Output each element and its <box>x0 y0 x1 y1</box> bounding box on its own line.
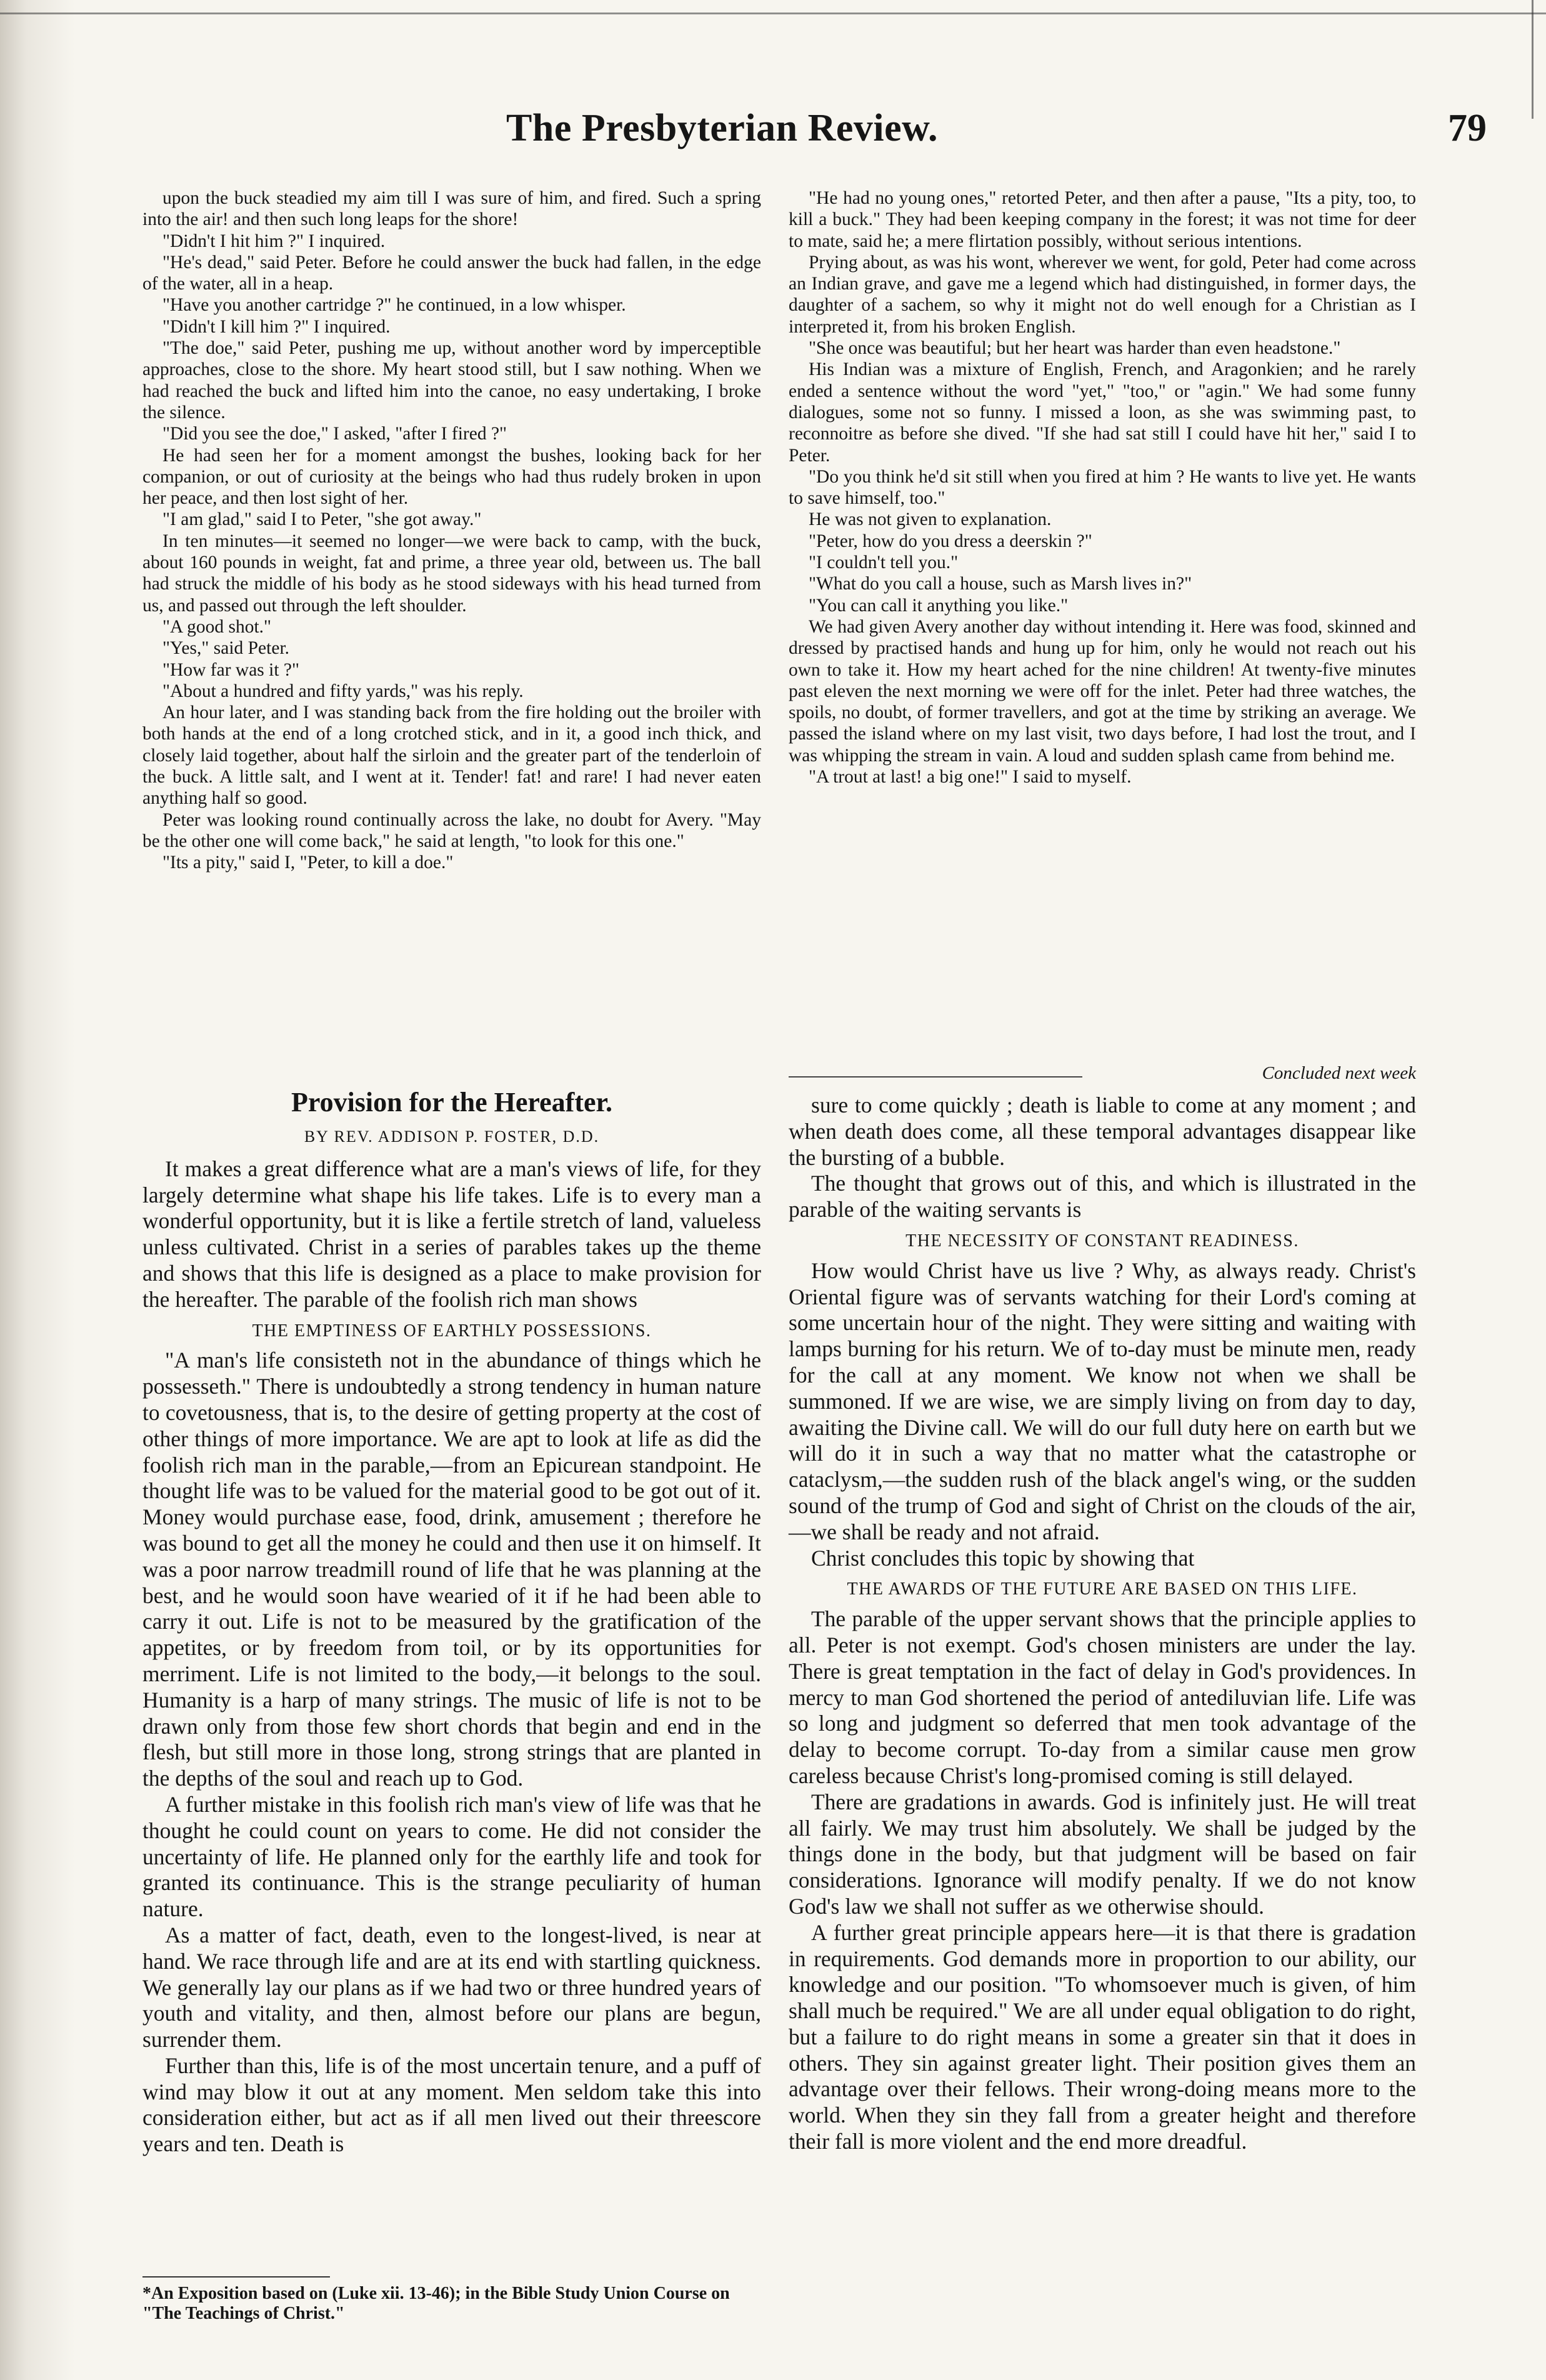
story-paragraph: He was not given to explanation. <box>809 509 1052 530</box>
article-column-right <box>789 1092 1416 2155</box>
article-intro <box>142 1156 761 1313</box>
footnote: *An Exposition based on (Luke xii. 13-46); in the Bible Study Union Course on "The Teachings of Christ." <box>142 2284 730 2323</box>
story-paragraph: "Have you another cartridge ?" he continued, in a low whisper. <box>162 295 626 316</box>
story-paragraph: "He had no young ones," retorted Peter, and then after a pause, "Its a pity, too, to kill a buck." They had been keeping company in the forest; it was not time for deer to mate, said he; a mere flirtation possibly, without serious intentions. <box>789 188 1416 251</box>
story-paragraph: "Its a pity," said I, "Peter, to kill a doe." <box>162 852 454 873</box>
top-border-line <box>0 12 1546 21</box>
story-paragraph: "How far was it ?" <box>162 659 300 680</box>
article-paragraph: Christ concludes this topic by showing that <box>811 1545 1195 1571</box>
story-paragraph: "A trout at last! a big one!" I said to myself. <box>809 767 1132 788</box>
article-column-left <box>142 1086 761 2158</box>
article-paragraph: A further great principle appears here—it is that there is gradation in requirements. God demands more in proportion to our ability, our knowledge and our position. "To whomsoever much is given, of him shall much be required." We are all under equal obligation to do right, but a failure to do right means in some a greater sin that it does in others. They sin against greater light. Their position gives them an advantage over their fellows. Their wrong-doing means more to the world. When they sin they fall from a greater height and therefore their fall is more violent and the end more dreadful. <box>789 1919 1416 2154</box>
right-edge-rule <box>1532 0 1534 119</box>
story-paragraph: "Yes," said Peter. <box>162 638 290 659</box>
article-paragraph: "A man's life consisteth not in the abundance of things which he possesseth." There is undoubtedly a strong tendency in human nature to covetousness, that is, to the desire of getting property at the cost of other things of more importance. We are apt to look at life as did the foolish rich man in the parable,—from an Epicurean standpoint. He thought life was to be valued for the material good to be got out of it. Money would purchase ease, food, drink, amusement ; therefore he was bound to get all the money he could and then use it on himself. It was a poor narrow treadmill round of life that he was planning at the best, and he would soon have wearied of it if he had been able to carry it out. Life is not to be measured by the gratification of the appetites, or by freedom from toil, or by its opportunities for merriment. Life is not limited to the body,—it belongs to the soul. Humanity is a harp of many strings. The music of life is not to be drawn only from those few short chords that begin and end in the flesh, but still more in those long, strong strings that are planted in the depths of the soul and reach up to God. <box>142 1348 761 1791</box>
page-number: 79 <box>1448 107 1487 149</box>
story-paragraph: "He's dead," said Peter. Before he could answer the buck had fallen, in the edge of the water, all in a heap. <box>142 252 761 294</box>
story-paragraph: upon the buck steadied my aim till I was sure of him, and fired. Such a spring into the air! and then such long leaps for the shore! <box>142 188 761 230</box>
section-readiness <box>789 1258 1416 1572</box>
subhead-emptiness: THE EMPTINESS OF EARTHLY POSSESSIONS. <box>252 1321 652 1341</box>
footnote-rule <box>142 2276 330 2278</box>
subhead-awards: THE AWARDS OF THE FUTURE ARE BASED ON THIS LIFE. <box>847 1579 1358 1599</box>
story-column-left <box>142 188 761 874</box>
story-paragraph: "What do you call a house, such as Marsh lives in?" <box>809 574 1192 594</box>
page-edge-shadow <box>0 0 75 2380</box>
story-column-right <box>789 188 1416 788</box>
story-paragraph: "You can call it anything you like." <box>809 595 1069 616</box>
article-paragraph: How would Christ have us live ? Why, as always ready. Christ's Oriental figure was of servants watching for their Lord's coming at some uncertain hour of the night. They were sitting and waiting with lamps burning for his return. We of to-day must be minute men, ready for the call at any moment. We know not when we shall be summoned. If we are wise, we are simply living on from day to day, awaiting the Divine call. We will do our full duty here on earth but we will do it in such a way that no matter what the catastrophe or cataclysm,—the sudden rush of the black angel's wing, or the sudden sound of the trump of God and sight of Christ on the clouds of the air,—we shall be ready and not afraid. <box>789 1258 1416 1544</box>
story-paragraph: "Didn't I kill him ?" I inquired. <box>162 316 391 337</box>
story-paragraph: Prying about, as was his wont, wherever we went, for gold, Peter had come across an Indian grave, and gave me a legend which had distinguished, in former days, the daughter of a sachem, so why it might not do well enough for a Christian as I interpreted it, from his broken English. <box>789 252 1416 337</box>
article-paragraph: It makes a great difference what are a man's views of life, for they largely determine what shape his life takes. Life is to every man a wonderful opportunity, but it is like a fertile stretch of land, valueless unless cultivated. Christ in a series of parables takes up the theme and shows that this life is designed as a place to make provision for the hereafter. The parable of the foolish rich man shows <box>142 1156 761 1312</box>
story-paragraph: "Did you see the doe," I asked, "after I fired ?" <box>162 424 507 444</box>
continued-note-wrap <box>789 1062 1416 1084</box>
story-paragraph: "I am glad," said I to Peter, "she got away." <box>162 509 482 530</box>
article-paragraph: sure to come quickly ; death is liable to come at any moment ; and when death does come, all these temporal advantages disappear like the bursting of a bubble. <box>789 1092 1416 1170</box>
section-emptiness <box>142 1348 761 2158</box>
story-paragraph: "Peter, how do you dress a deerskin ?" <box>809 531 1092 551</box>
article-continued-intro <box>789 1092 1416 1223</box>
journal-title: The Presbyterian Review. <box>506 107 939 149</box>
story-paragraph: "Didn't I hit him ?" I inquired. <box>162 231 386 251</box>
story-paragraph: "Do you think he'd sit still when you fired at him ? He wants to live yet. He wants to save himself, too." <box>789 466 1416 509</box>
article-paragraph: A further mistake in this foolish rich man's view of life was that he thought he could count on years to come. He did not consider the uncertainty of life. He planned only for the earthly life and took for granted its continuance. This is the strange peculiarity of human nature. <box>142 1791 761 1922</box>
story-paragraph: In ten minutes—it seemed no longer—we were back to camp, with the buck, about 160 pounds in weight, fat and prime, a three year old, between us. The ball had struck the middle of his body as he stood sideways with his head turned from us, and passed out through the left shoulder. <box>142 531 761 616</box>
running-head <box>506 106 1487 162</box>
story-paragraph: Peter was looking round continually across the lake, no doubt for Avery. "May be the other one will come back," he said at length, "to look for this one." <box>142 809 761 851</box>
article-paragraph: The parable of the upper servant shows that the principle applies to all. Peter is not exempt. God's chosen ministers are under the lay. There is great temptation in the fact of delay in God's providences. In mercy to man God shortened the period of antediluvian life. Life was so long and judgment so deferred that men took advantage of the delay to become corrupt. To-day from a similar cause men grow careless because Christ's long-promised coming is still delayed. <box>789 1606 1416 1788</box>
article-paragraph: The thought that grows out of this, and which is illustrated in the parable of the waiting servants is <box>789 1171 1416 1222</box>
story-paragraph: His Indian was a mixture of English, French, and Aragonkien; and he rarely ended a sentence without the word "yet," "too," or "agin." We had some funny dialogues, some not so funny. I missed a loon, as she was swimming past, to reconnoitre as before she dived. "If she had sat still I could have hit her," said I to Peter. <box>789 359 1416 466</box>
article-byline: BY REV. ADDISON P. FOSTER, D.D. <box>304 1128 600 1146</box>
story-paragraph: "She once was beautiful; but her heart was harder than even headstone." <box>809 338 1341 359</box>
story-paragraph: He had seen her for a moment amongst the bushes, looking back for her companion, or out of curiosity at the beings who had thus rudely broken in upon her peace, and then lost sight of her. <box>142 445 761 509</box>
story-paragraph: "I couldn't tell you." <box>809 552 959 573</box>
article-paragraph: As a matter of fact, death, even to the longest-lived, is near at hand. We race through life and are at its end with startling quickness. We generally lay our plans as if we had two or three hundred years of youth and vitality, and then, almost before our plans are begun, surrender them. <box>142 1922 761 2052</box>
subhead-readiness: THE NECESSITY OF CONSTANT READINESS. <box>905 1231 1299 1251</box>
story-paragraph: "About a hundred and fifty yards," was his reply. <box>162 681 524 701</box>
section-awards <box>789 1606 1416 2155</box>
story-paragraph: "A good shot." <box>162 616 272 637</box>
article-title: Provision for the Hereafter. <box>291 1087 613 1118</box>
story-paragraph: An hour later, and I was standing back from the fire holding out the broiler with both hands at the end of a long crotched stick, and in it, a good inch thick, and closely laid together, about half the sirloin and the greater part of the tenderloin of the buck. A little salt, and I went at it. Tender! fat! and rare! I had never eaten anything half so good. <box>142 702 761 809</box>
story-paragraph: "The doe," said Peter, pushing me up, without another word by imperceptible approaches, close to the shore. My heart stood still, but I saw nothing. When we had reached the buck and lifted him into the canoe, no easy undertaking, I broke the silence. <box>142 338 761 422</box>
article-paragraph: Further than this, life is of the most uncertain tenure, and a puff of wind may blow it out at any moment. Men seldom take this into consideration either, but act as if all men lived out their threescore years and ten. Death is <box>142 2052 761 2157</box>
continued-note: Concluded next week <box>1262 1063 1416 1083</box>
story-paragraph: We had given Avery another day without intending it. Here was food, skinned and dressed by practised hands and hung up for him, only he would not reach out his own to take it. How my heart ached for the nine children! At twenty-five minutes past eleven the next morning we were off for the inlet. Peter had three watches, the spoils, no doubt, of former travellers, and got at the time by striking an average. We passed the island where on my last visit, two days before, I had lost the trout, and I was whipping the stream in vain. A loud and sudden splash came from behind me. <box>789 616 1416 766</box>
article-paragraph: There are gradations in awards. God is infinitely just. He will treat all fairly. We may trust him absolutely. We shall be judged by the things done in the body, but that judgment will be based on fair considerations. Ignorance will modify penalty. If we do not know God's law we shall not suffer as we otherwise should. <box>789 1789 1416 1919</box>
